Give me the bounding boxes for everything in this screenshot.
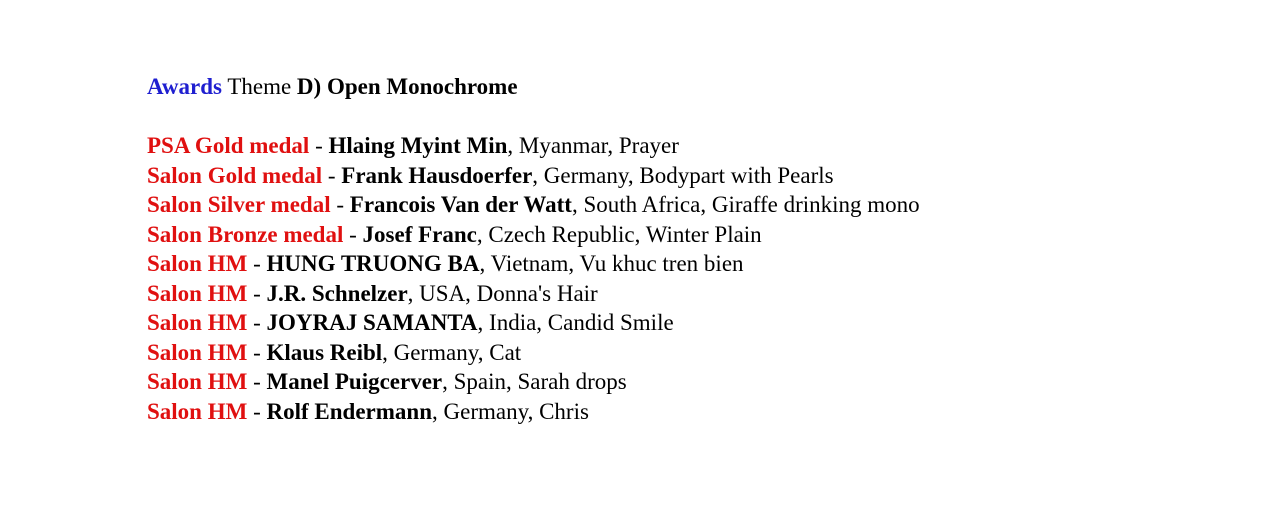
award-title: Salon Gold medal (147, 162, 323, 188)
award-details: , Vietnam, Vu khuc tren bien (479, 251, 744, 276)
award-row: Salon HM - Klaus Reibl, Germany, Cat (147, 339, 522, 365)
award-details: , Spain, Sarah drops (442, 369, 627, 394)
author-name: HUNG TRUONG BA (266, 251, 480, 276)
theme-word: Theme (227, 74, 292, 99)
theme-name: D) Open Monochrome (296, 74, 518, 99)
author-name: Frank Hausdoerfer (341, 162, 533, 188)
award-title: PSA Gold medal (147, 133, 310, 158)
award-details: , Germany, Chris (432, 398, 589, 424)
author-name: Hlaing Myint Min (328, 133, 508, 158)
award-row: Salon HM - J.R. Schnelzer, USA, Donna's Hair (147, 280, 598, 306)
award-title: Salon Bronze medal (147, 221, 344, 247)
award-title: Salon HM (147, 310, 248, 335)
award-details: , India, Candid Smile (477, 310, 674, 335)
award-details: , Myanmar, Prayer (507, 133, 679, 158)
award-title: Salon HM (147, 251, 248, 276)
award-title: Salon Silver medal (147, 192, 331, 217)
award-title: Salon HM (147, 339, 248, 365)
award-details: , Germany, Bodypart with Pearls (532, 162, 834, 188)
award-list (147, 131, 920, 426)
award-row: PSA Gold medal - Hlaing Myint Min, Myanmar, Prayer (147, 133, 679, 158)
award-row: Salon HM - JOYRAJ SAMANTA, India, Candid Smile (147, 310, 674, 335)
author-name: J.R. Schnelzer (266, 280, 408, 306)
award-row: Salon HM - HUNG TRUONG BA, Vietnam, Vu khuc tren bien (147, 251, 744, 276)
award-details: , South Africa, Giraffe drinking mono (571, 192, 920, 217)
award-row: Salon Gold medal - Frank Hausdoerfer, Germany, Bodypart with Pearls (147, 162, 834, 188)
award-details: , Germany, Cat (382, 339, 522, 365)
award-title: Salon HM (147, 398, 248, 424)
award-title: Salon HM (147, 280, 248, 306)
author-name: Rolf Endermann (266, 398, 432, 424)
awards-section (147, 72, 920, 426)
award-details: , USA, Donna's Hair (407, 280, 598, 306)
author-name: Josef Franc (362, 221, 477, 247)
award-details: , Czech Republic, Winter Plain (476, 221, 762, 247)
awards-label: Awards (147, 74, 222, 99)
award-row: Salon Silver medal - Francois Van der Watt, South Africa, Giraffe drinking mono (147, 192, 920, 217)
author-name: Manel Puigcerver (266, 369, 443, 394)
award-row: Salon HM - Manel Puigcerver, Spain, Sarah drops (147, 369, 627, 394)
award-row: Salon Bronze medal - Josef Franc, Czech Republic, Winter Plain (147, 221, 762, 247)
section-heading (147, 72, 920, 102)
author-name: JOYRAJ SAMANTA (266, 310, 478, 335)
award-row: Salon HM - Rolf Endermann, Germany, Chris (147, 398, 589, 424)
author-name: Francois Van der Watt (349, 192, 572, 217)
author-name: Klaus Reibl (266, 339, 383, 365)
award-title: Salon HM (147, 369, 248, 394)
